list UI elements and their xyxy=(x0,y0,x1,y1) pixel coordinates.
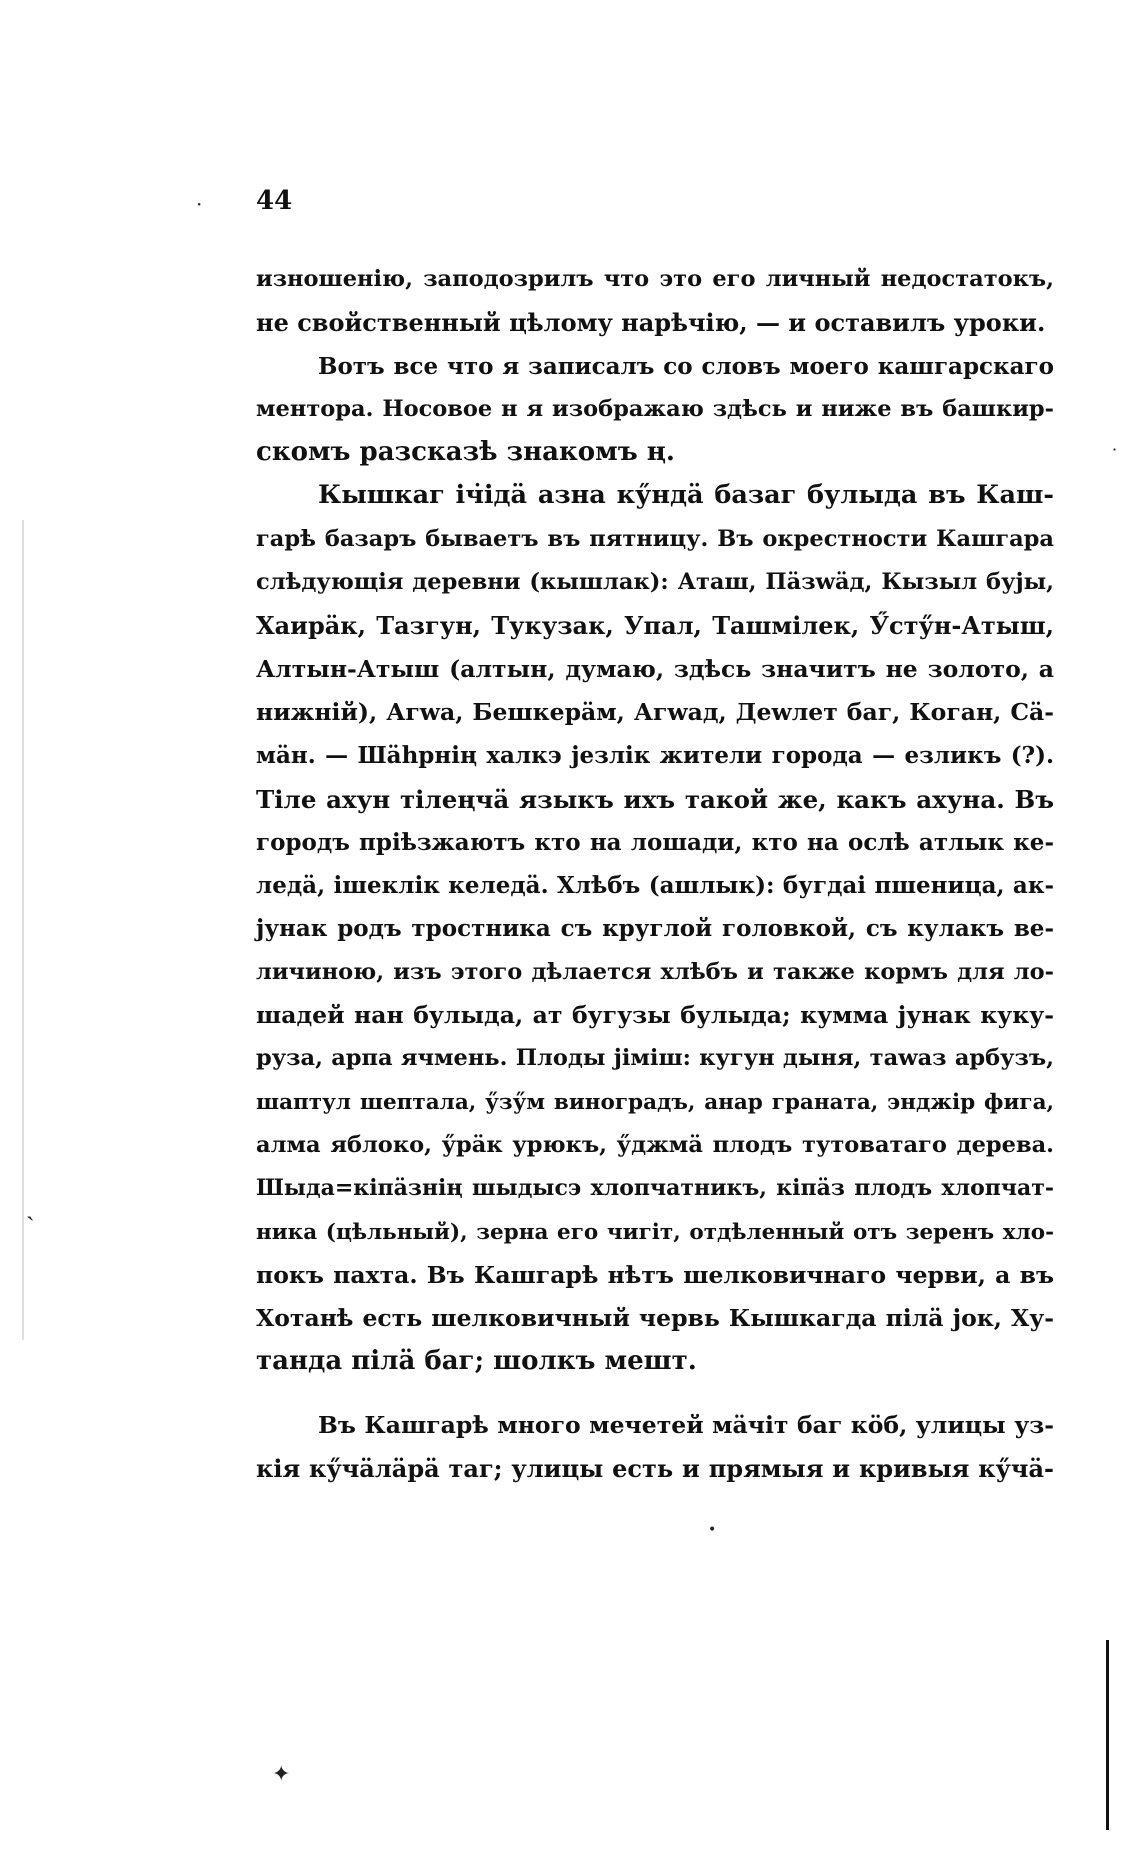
scan-speck: · xyxy=(1112,440,1118,459)
text-line: шадей нан булыда, ат бугузы булыда; кумма јунак куку- xyxy=(256,1001,1054,1030)
scan-speck: · xyxy=(196,192,203,216)
text-line: городъ пріѣзжаютъ кто на лошади, кто на ослѣ атлык ке- xyxy=(256,828,1054,856)
text-line: кія кӳчӓлӓрӓ таг; улицы есть и прямыя и кривыя кӳчӓ- xyxy=(256,1454,1054,1484)
page-number: 44 xyxy=(256,186,293,216)
text-line: не свойственный цѣлому нарѣчію, — и оставилъ уроки. xyxy=(256,308,1046,338)
text-line: ментора. Носовое н я изображаю здѣсь и ниже въ башкир- xyxy=(256,395,1054,422)
scan-speck: • xyxy=(708,1522,717,1538)
text-line: ника (цѣльный), зерна его чигіт, отдѣленный отъ зеренъ хло- xyxy=(256,1219,1054,1245)
text-line: танда пілӓ баг; шолкъ мешт. xyxy=(256,1346,697,1377)
scan-edge-mark xyxy=(1106,1640,1109,1830)
text-line: Вотъ все что я записалъ со словъ моего кашгарскаго xyxy=(318,352,1054,380)
text-line: шаптул шептала, ӳзӳм виноградъ, анар граната, энджір фига, xyxy=(256,1089,1054,1115)
text-line: Шыда=кіпӓзнің шыдысэ хлопчатникъ, кіпӓз плодъ хлопчат- xyxy=(256,1175,1054,1202)
text-line: гарѣ базаръ бываетъ въ пятницу. Въ окрестности Кашгара xyxy=(256,525,1054,552)
text-line: Хаирӓк, Тазгун, Тукузак, Упал, Ташмілек, Ӳстӳн-Атыш, xyxy=(256,611,1054,641)
text-line: покъ пахта. Въ Кашгарѣ нѣтъ шелковичнаго черви, а въ xyxy=(256,1260,1054,1289)
text-line: скомъ разсказѣ знакомъ ң. xyxy=(256,437,675,468)
text-line: Хотанѣ есть шелковичный червь Кышкагда пілӓ јок, Ху- xyxy=(256,1304,1054,1333)
scan-speck: ˏ xyxy=(26,1192,35,1222)
scan-edge-shadow xyxy=(22,520,24,1340)
text-line: руза, арпа ячмень. Плоды јіміш: кугун дыня, таwаз арбузъ, xyxy=(256,1045,1054,1072)
text-line: алма яблоко, ӳрӓк урюкъ, ӳджмӓ плодъ тутоватаго дерева. xyxy=(256,1131,1054,1158)
scan-speck: ✦ xyxy=(272,1762,291,1787)
text-line: јунак родъ тростника съ круглой головкой, съ кулакъ ве- xyxy=(256,915,1054,943)
text-line: изношенію, заподозрилъ что это его личный недостатокъ, xyxy=(256,266,1054,292)
text-line: нижній), Агwа, Бешкерӓм, Агwад, Деwлет баг, Коган, Сӓ- xyxy=(256,697,1054,726)
text-line: мӓн. — Шӓһрнің халкэ језлік жители города — езликъ (?). xyxy=(256,742,1054,770)
text-line: Въ Кашгарѣ много мечетей мӓчіт баг кӧб, улицы уз- xyxy=(318,1410,1054,1439)
text-line: Тіле ахун тілеңчӓ языкъ ихъ такой же, какъ ахуна. Въ xyxy=(256,784,1054,814)
text-line: Кышкаг іч̇ідӓ азна кӳндӓ базаг булыда въ Каш- xyxy=(318,480,1054,511)
text-line: личиною, изъ этого дѣлается хлѣбъ и также кормъ для ло- xyxy=(256,958,1054,985)
text-line: слѣдующія деревни (кышлак): Аташ, Пӓзwӓд, Кызыл бујы, xyxy=(256,569,1054,596)
body-text xyxy=(256,258,1054,1490)
text-line: Алтын-Атыш (алтын, думаю, здѣсь значитъ не золото, а xyxy=(256,654,1054,683)
text-line: ледӓ, ішеклік келедӓ. Хлѣбъ (ашлык): бугдаі пшеница, ак- xyxy=(256,872,1054,900)
